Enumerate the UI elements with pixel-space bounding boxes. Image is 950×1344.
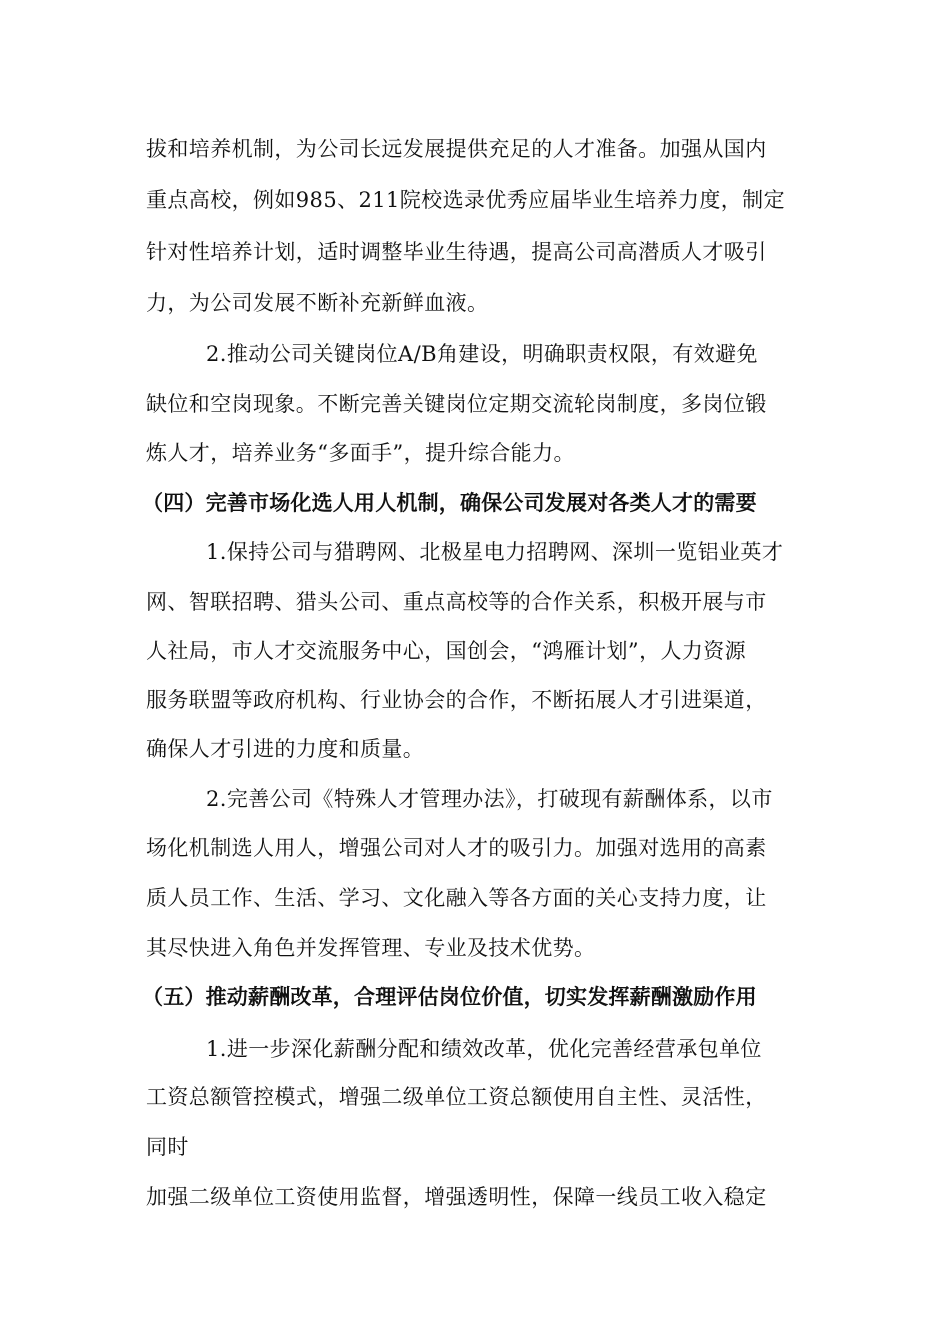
body-text-line: 服务联盟等政府机构、行业协会的合作，不断拓展人才引进渠道， — [146, 688, 767, 712]
body-text-line: 工资总额管控模式，增强二级单位工资总额使用自主性、灵活性， — [146, 1085, 767, 1109]
paragraph-start-line: 1.保持公司与猎聘网、北极星电力招聘网、深圳一览铝业英才 — [206, 540, 784, 564]
paragraph-start-line: 2.推动公司关键岗位A/B角建设，明确职责权限，有效避免 — [206, 342, 758, 366]
body-text-line: 加强二级单位工资使用监督，增强透明性，保障一线员工收入稳定 — [146, 1185, 767, 1209]
body-text-line: 拔和培养机制，为公司长远发展提供充足的人才准备。加强从国内 — [146, 137, 767, 161]
body-text-line: 同时 — [146, 1135, 189, 1159]
body-text-line: 确保人才引进的力度和质量。 — [146, 737, 425, 761]
section-heading: （五）推动薪酬改革，合理评估岗位价值，切实发挥薪酬激励作用 — [142, 985, 757, 1009]
body-text-line: 针对性培养计划，适时调整毕业生待遇，提高公司高潜质人才吸引 — [146, 240, 767, 264]
body-text-line: 重点高校，例如985、211院校选录优秀应届毕业生培养力度，制定 — [146, 188, 785, 212]
body-text-line: 网、智联招聘、猎头公司、重点高校等的合作关系，积极开展与市 — [146, 590, 767, 614]
body-text-line: 其尽快进入角色并发挥管理、专业及技术优势。 — [146, 936, 596, 960]
paragraph-start-line: 1.进一步深化薪酬分配和绩效改革，优化完善经营承包单位 — [206, 1037, 762, 1061]
body-text-line: 人社局，市人才交流服务中心，国创会，“鸿雁计划”，人力资源 — [146, 639, 747, 663]
body-text-line: 炼人才，培养业务“多面手”，提升综合能力。 — [146, 441, 575, 465]
section-heading: （四）完善市场化选人用人机制，确保公司发展对各类人才的需要 — [142, 491, 757, 515]
body-text-line: 质人员工作、生活、学习、文化融入等各方面的关心支持力度，让 — [146, 886, 767, 910]
body-text-line: 缺位和空岗现象。不断完善关键岗位定期交流轮岗制度，多岗位锻 — [146, 392, 767, 416]
paragraph-start-line: 2.完善公司《特殊人才管理办法》，打破现有薪酬体系，以市 — [206, 787, 773, 811]
body-text-line: 场化机制选人用人，增强公司对人才的吸引力。加强对选用的高素 — [146, 836, 767, 860]
body-text-line: 力，为公司发展不断补充新鲜血液。 — [146, 291, 489, 315]
